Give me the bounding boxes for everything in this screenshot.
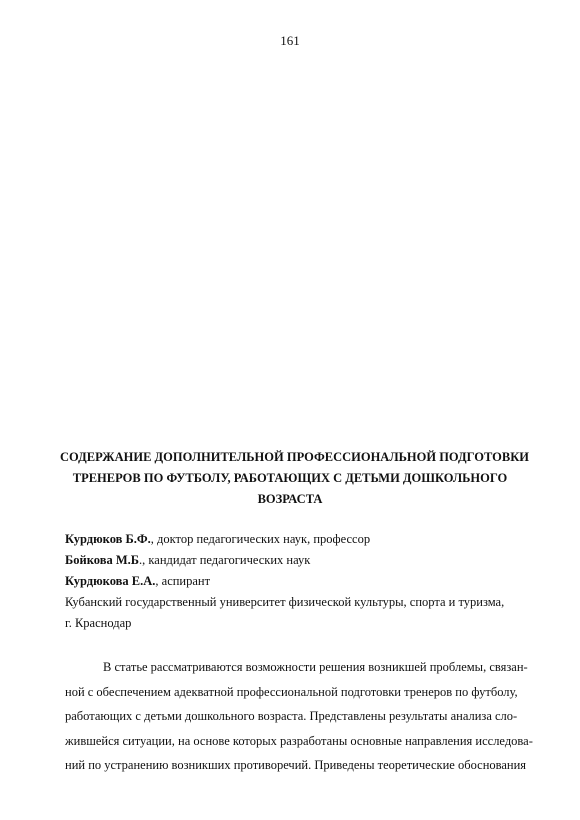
abstract-line: жившейся ситуации, на основе которых разработаны основные направления исследова- [65,733,533,748]
title-line: ТРЕНЕРОВ ПО ФУТБОЛУ, РАБОТАЮЩИХ С ДЕТЬМИ ДОШКОЛЬНОГО [72,471,508,485]
affiliation-line: Кубанский государственный университет физической культуры, спорта и туризма, [65,595,505,609]
author-line [65,529,525,550]
abstract-line: В статье рассматриваются возможности решения возникшей проблемы, связан- [103,660,528,674]
abstract-paragraph [65,655,533,778]
author-line [65,571,525,592]
abstract-line: ной с обеспечением адекватной профессиональной подготовки тренеров по футболу, [65,684,518,699]
title-line: ВОЗРАСТА [257,492,323,506]
author-line [65,550,525,571]
author-name: Бойкова М.Б [65,553,140,567]
author-block [65,529,525,634]
abstract-line: работающих с детьми дошкольного возраста. Представлены результаты анализа сло- [65,709,518,723]
author-title: , доктор педагогических наук, профессор [150,532,371,546]
title-line: СОДЕРЖАНИЕ ДОПОЛНИТЕЛЬНОЙ ПРОФЕССИОНАЛЬНОЙ ПОДГОТОВКИ [60,450,530,464]
page-number: 161 [280,33,300,48]
author-name: Курдюков Б.Ф. [65,532,151,546]
author-title: ., кандидат педагогических наук [139,553,311,567]
author-name: Курдюкова Е.А. [65,574,156,588]
author-title: , аспирант [155,574,211,588]
article-title [60,447,530,510]
affiliation-city: г. Краснодар [65,616,132,630]
abstract-line: ний по устранению возникших противоречий. Приведены теоретические обоснования [65,758,527,772]
